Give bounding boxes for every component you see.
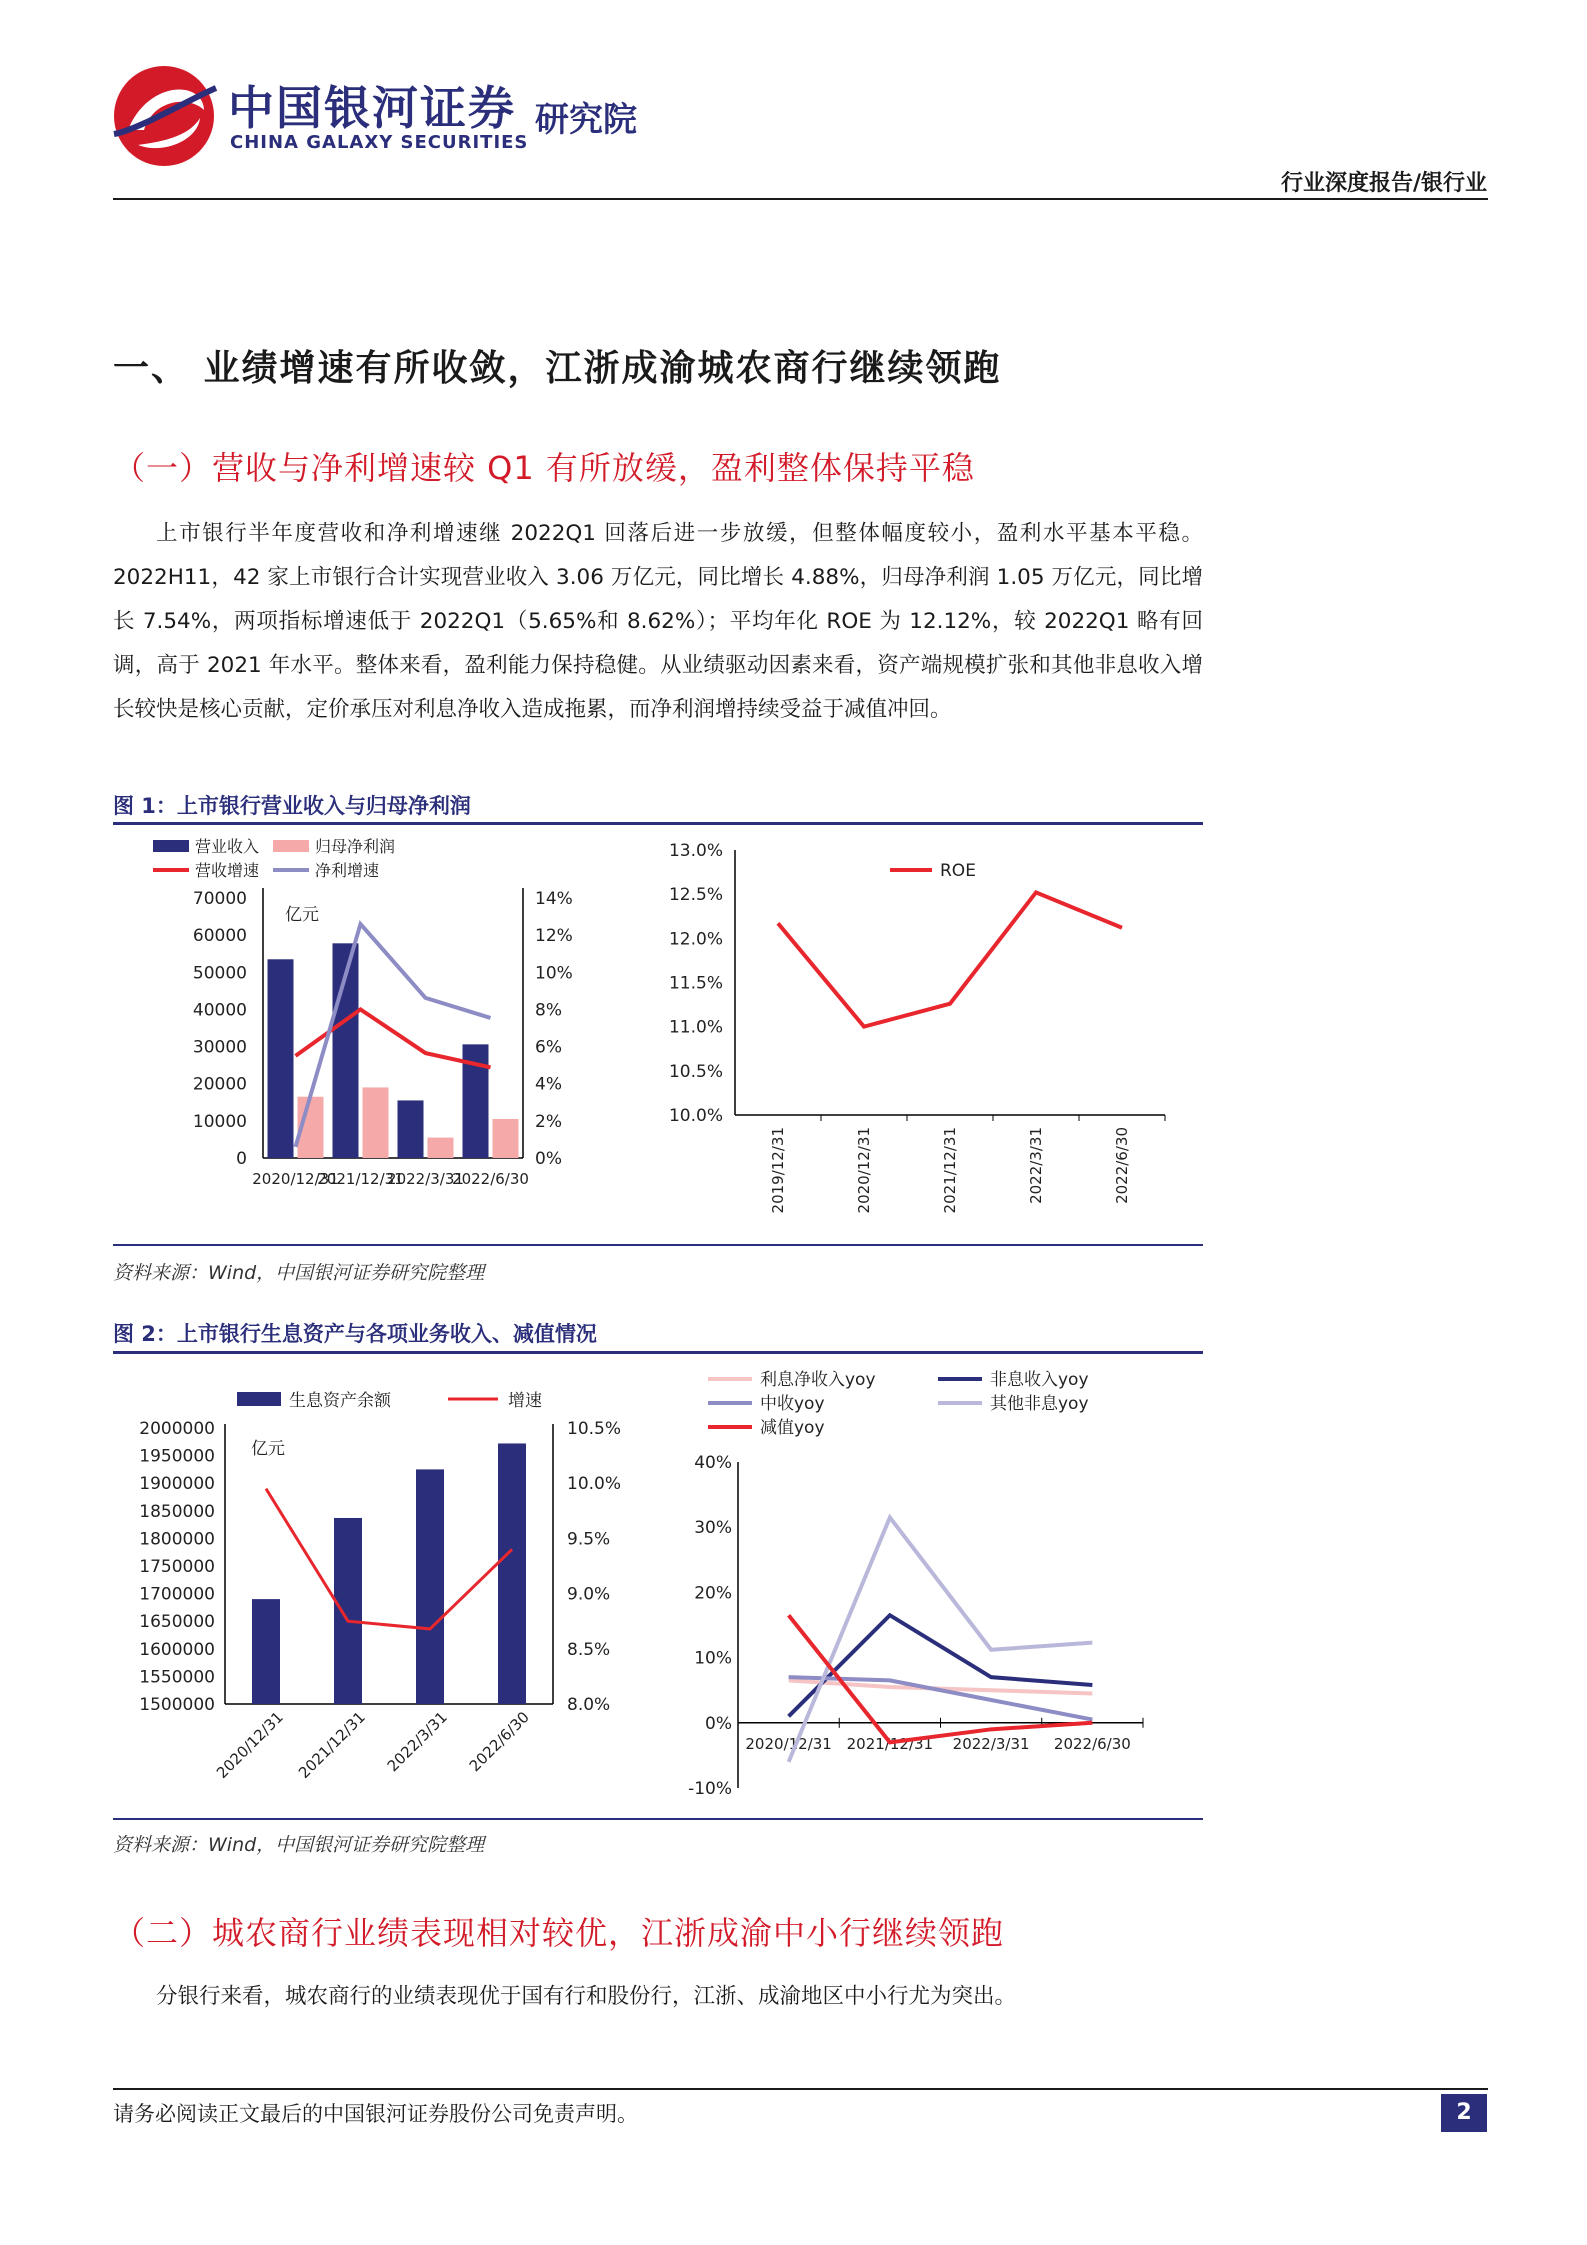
y-tick-label: 11.5% <box>668 973 723 994</box>
bar-net-profit <box>428 1138 454 1158</box>
y-tick-label: 10.5% <box>668 1061 723 1082</box>
y-tick-label: 12.5% <box>668 885 723 906</box>
y-tick-label: 10000 <box>192 1111 247 1132</box>
y2-tick-label: 10.5% <box>567 1419 622 1439</box>
x-tick-label: 2022/6/30 <box>1113 1127 1131 1204</box>
y-tick-label: 1800000 <box>139 1529 215 1550</box>
y2-tick-label: 10.0% <box>567 1474 622 1495</box>
x-tick-label: 2022/3/31 <box>1027 1127 1045 1204</box>
figure2-source: 资料来源：Wind，中国银河证券研究院整理 <box>113 1834 485 1856</box>
x-tick-label: 2022/6/30 <box>452 1170 529 1188</box>
x-tick-label: 2020/12/31 <box>855 1127 873 1214</box>
bar-net-profit <box>493 1119 519 1158</box>
figure1-top-rule <box>113 822 1203 825</box>
x-tick-label: 2022/3/31 <box>383 1708 451 1776</box>
y2-tick-label: 12% <box>535 926 573 947</box>
y-tick-label: 12.0% <box>668 929 723 950</box>
figure1-title: 图 1：上市银行营业收入与归母净利润 <box>113 794 471 818</box>
y-tick-label: 1600000 <box>139 1639 215 1660</box>
y-tick-label: 20000 <box>192 1074 247 1095</box>
y2-tick-label: 8% <box>535 1000 562 1021</box>
bar-assets <box>252 1599 280 1704</box>
line-revenue-growth <box>296 1009 491 1067</box>
y-tick-label: 10.0% <box>668 1106 723 1126</box>
x-tick-label: 2021/12/31 <box>846 1734 934 1753</box>
legend-label-assets: 生息资产余额 <box>289 1391 391 1411</box>
x-tick-label: 2022/6/30 <box>1053 1734 1131 1753</box>
y-tick-label: -10% <box>688 1779 732 1799</box>
legend-label-growth: 增速 <box>508 1391 542 1411</box>
legend-swatch-assets <box>237 1392 281 1406</box>
legend-label-3: 其他非息yoy <box>990 1394 1089 1414</box>
bar-revenue <box>398 1100 424 1158</box>
y2-tick-label: 6% <box>535 1037 562 1058</box>
y-tick-label: 1650000 <box>139 1612 215 1633</box>
x-tick-label: 2021/12/31 <box>317 1170 404 1188</box>
subsection-title-2: （二）城农商行业绩表现相对较优，江浙成渝中小行继续领跑 <box>113 1914 1005 1952</box>
figure1-bottom-rule <box>113 1244 1203 1246</box>
unit-label: 亿元 <box>251 1439 285 1459</box>
y2-tick-label: 8.5% <box>567 1639 611 1660</box>
y-tick-label: 1700000 <box>139 1584 215 1605</box>
y-tick-label: 1550000 <box>139 1667 215 1688</box>
line-roe <box>778 892 1122 1026</box>
y-tick-label: 1500000 <box>139 1695 215 1715</box>
y-tick-label: 30% <box>694 1518 732 1539</box>
header <box>0 0 1587 205</box>
footer-disclaimer: 请务必阅读正文最后的中国银河证券股份公司免责声明。 <box>113 2102 638 2126</box>
y-tick-label: 1950000 <box>139 1446 215 1467</box>
legend-swatch-0 <box>153 840 189 852</box>
page-number: 2 <box>1441 2094 1487 2132</box>
y-tick-label: 30000 <box>192 1037 247 1058</box>
figure1-chart-right <box>650 828 1200 1238</box>
footer-divider <box>113 2088 1488 2090</box>
figure2-top-rule <box>113 1351 1203 1354</box>
legend-label-1: 归母净利润 <box>315 837 396 856</box>
y-tick-label: 2000000 <box>139 1419 215 1439</box>
y-tick-label: 0 <box>236 1149 247 1169</box>
section-title: 一、 业绩增速有所收敛，江浙成渝城农商行继续领跑 <box>113 348 1002 389</box>
report-type: 行业深度报告/银行业 <box>1280 171 1487 196</box>
y2-tick-label: 10% <box>535 963 573 984</box>
x-tick-label: 2019/12/31 <box>769 1127 787 1214</box>
bar-net-profit <box>363 1087 389 1158</box>
galaxy-logo-icon <box>108 60 220 172</box>
figure2-chart-left <box>113 1356 693 1796</box>
y-tick-label: 1750000 <box>139 1557 215 1577</box>
x-tick-label: 2022/6/30 <box>465 1708 533 1776</box>
legend-label-roe: ROE <box>940 861 976 881</box>
figure1-source: 资料来源：Wind，中国银河证券研究院整理 <box>113 1262 485 1284</box>
bar-revenue <box>268 959 294 1158</box>
y-tick-label: 50000 <box>192 963 247 984</box>
unit-label: 亿元 <box>285 905 319 925</box>
y2-tick-label: 14% <box>535 889 573 909</box>
x-tick-label: 2022/3/31 <box>387 1170 464 1188</box>
y-tick-label: 70000 <box>192 889 247 909</box>
bar-assets <box>416 1469 444 1704</box>
y2-tick-label: 4% <box>535 1074 562 1095</box>
x-tick-label: 2020/12/31 <box>745 1734 832 1753</box>
y2-tick-label: 0% <box>535 1149 562 1169</box>
y-tick-label: 13.0% <box>668 841 723 861</box>
legend-label-0: 营业收入 <box>195 837 260 856</box>
y-tick-label: 0% <box>705 1713 732 1734</box>
legend-label-0: 利息净收入yoy <box>760 1370 876 1390</box>
y-tick-label: 1850000 <box>139 1501 215 1522</box>
institute-label: 研究院 <box>535 100 637 140</box>
bar-assets <box>498 1443 526 1704</box>
legend-label-1: 非息收入yoy <box>990 1370 1089 1390</box>
y-tick-label: 20% <box>694 1583 732 1604</box>
legend-label-4: 减值yoy <box>760 1418 825 1438</box>
figure1-chart-left <box>113 828 633 1238</box>
figure2-title: 图 2：上市银行生息资产与各项业务收入、减值情况 <box>113 1322 597 1346</box>
y-tick-label: 40000 <box>192 1000 247 1021</box>
y2-tick-label: 9.0% <box>567 1584 611 1605</box>
body-paragraph-1: 上市银行半年度营收和净利增速继 2022Q1 回落后进一步放缓，但整体幅度较小，盈利水平基本平稳。2022H11，42 家上市银行合计实现营业收入 3.06 万亿元，同比增长 4.88%，归母净利润 1.05 万亿元，同比增长 7.54%，两项指标增速低于 2022Q1（5.65%和 8.62%）；平均年化 ROE 为 12.12%，较 2022Q1 略有回调，高于 2021 年水平。整体来看，盈利能力保持稳健。从业绩驱动因素来看，资产端规模扩张和其他非息收入增长较快是核心贡献，定价承压对利息净收入造成拖累，而净利润增持续受益于减值冲回。 <box>113 521 1203 722</box>
x-tick-label: 2020/12/31 <box>252 1170 339 1188</box>
x-tick-label: 2022/3/31 <box>952 1734 1030 1753</box>
y2-tick-label: 2% <box>535 1111 562 1132</box>
logo-text-cn: 中国银河证券 <box>228 81 516 135</box>
x-tick-label: 2020/12/31 <box>212 1708 287 1782</box>
y2-tick-label: 9.5% <box>567 1529 611 1550</box>
legend-swatch-1 <box>273 840 309 852</box>
legend-label-3: 净利增速 <box>315 861 380 880</box>
y-tick-label: 1900000 <box>139 1474 215 1495</box>
legend-label-2: 营收增速 <box>195 861 260 880</box>
bar-assets <box>334 1518 362 1704</box>
x-tick-label: 2021/12/31 <box>294 1708 369 1782</box>
figure2-chart-right <box>688 1356 1203 1799</box>
figure2-bottom-rule <box>113 1818 1203 1820</box>
x-tick-label: 2021/12/31 <box>941 1127 959 1214</box>
y-tick-label: 40% <box>694 1453 732 1473</box>
line-assets-growth <box>266 1489 512 1629</box>
logo-text-en: CHINA GALAXY SECURITIES <box>230 132 529 153</box>
y-tick-label: 11.0% <box>668 1017 723 1038</box>
legend-label-2: 中收yoy <box>760 1394 825 1414</box>
y-tick-label: 60000 <box>192 926 247 947</box>
y-tick-label: 10% <box>694 1648 732 1669</box>
subsection-title-1: （一）营收与净利增速较 Q1 有所放缓，盈利整体保持平稳 <box>113 449 975 487</box>
line-series-1 <box>789 1615 1093 1716</box>
header-divider <box>113 198 1488 200</box>
y2-tick-label: 8.0% <box>567 1695 611 1715</box>
body-paragraph-2: 分银行来看，城农商行的业绩表现优于国有行和股份行，江浙、成渝地区中小行尤为突出。 <box>156 1984 1017 2009</box>
